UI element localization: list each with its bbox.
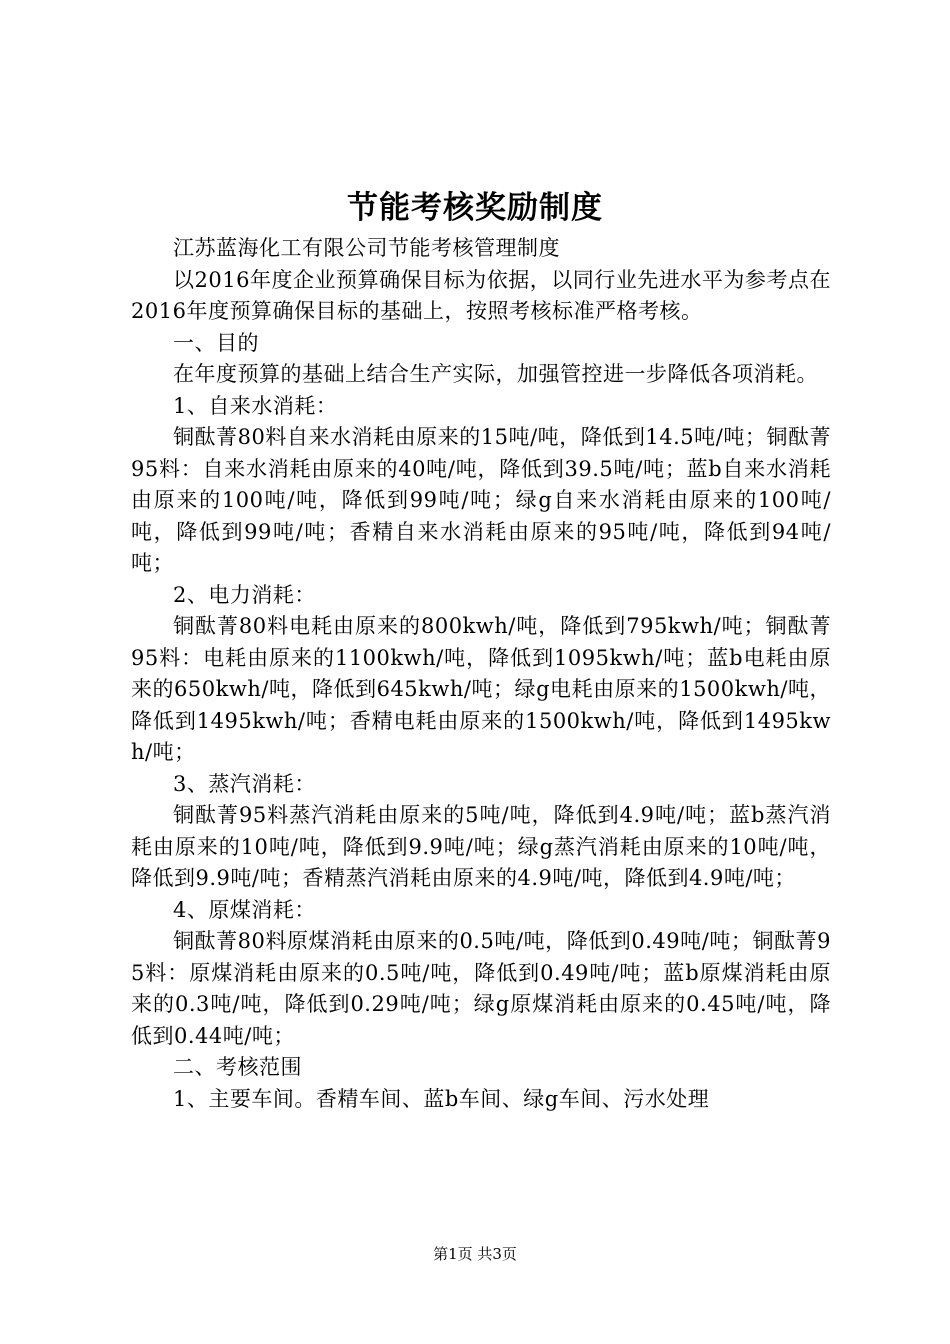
page-number: 第1页 共3页 bbox=[433, 1245, 517, 1263]
paragraph-water: 铜酞菁80料自来水消耗由原来的15吨/吨，降低到14.5吨/吨；铜酞菁95料：自来水消耗由原来的40吨/吨，降低到39.5吨/吨；蓝b自来水消耗由原来的100吨/吨，降低到99吨/吨；绿g自来水消耗由原来的100吨/吨，降低到99吨/吨；香精自来水消耗由原来的95吨/吨，降低到94吨/吨； bbox=[131, 425, 831, 575]
paragraph-electricity: 铜酞菁80料电耗由原来的800kwh/吨，降低到795kwh/吨；铜酞菁95料：电耗由原来的1100kwh/吨，降低到1095kwh/吨；蓝b电耗由原来的650kwh/吨，降低到645kwh/吨；绿g电耗由原来的1500kwh/吨，降低到1495kwh/吨；香精电耗由原来的1500kwh/吨，降低到1495kwh/吨； bbox=[131, 614, 831, 764]
document-body bbox=[131, 233, 831, 1115]
paragraph-purpose: 在年度预算的基础上结合生产实际，加强管控进一步降低各项消耗。 bbox=[173, 362, 818, 386]
paragraph-company-heading: 江苏蓝海化工有限公司节能考核管理制度 bbox=[173, 236, 560, 260]
section-heading-purpose: 一、目的 bbox=[173, 330, 259, 355]
subheading-coal: 4、原煤消耗： bbox=[173, 897, 316, 922]
section-heading-scope: 二、考核范围 bbox=[173, 1055, 302, 1079]
subheading-electricity: 2、电力消耗： bbox=[173, 582, 316, 607]
paragraph-coal: 铜酞菁80料原煤消耗由原来的0.5吨/吨，降低到0.49吨/吨；铜酞菁95料：原煤消耗由原来的0.5吨/吨，降低到0.49吨/吨；蓝b原煤消耗由原来的0.3吨/吨，降低到0.29吨/吨；绿g原煤消耗由原来的0.45吨/吨，降低到0.44吨/吨； bbox=[131, 929, 831, 1048]
paragraph-steam: 铜酞菁95料蒸汽消耗由原来的5吨/吨，降低到4.9吨/吨；蓝b蒸汽消耗由原来的10吨/吨，降低到9.9吨/吨；绿g蒸汽消耗由原来的10吨/吨，降低到9.9吨/吨；香精蒸汽消耗由原来的4.9吨/吨，降低到4.9吨/吨； bbox=[131, 803, 831, 890]
subheading-steam: 3、蒸汽消耗： bbox=[173, 771, 316, 796]
subheading-water: 1、自来水消耗： bbox=[173, 393, 338, 418]
paragraph-intro: 以2016年度企业预算确保目标为依据，以同行业先进水平为参考点在2016年度预算确保目标的基础上，按照考核标准严格考核。 bbox=[131, 267, 831, 323]
document-title: 节能考核奖励制度 bbox=[347, 190, 603, 226]
paragraph-scope-workshops: 1、主要车间。香精车间、蓝b车间、绿g车间、污水处理 bbox=[173, 1086, 710, 1111]
